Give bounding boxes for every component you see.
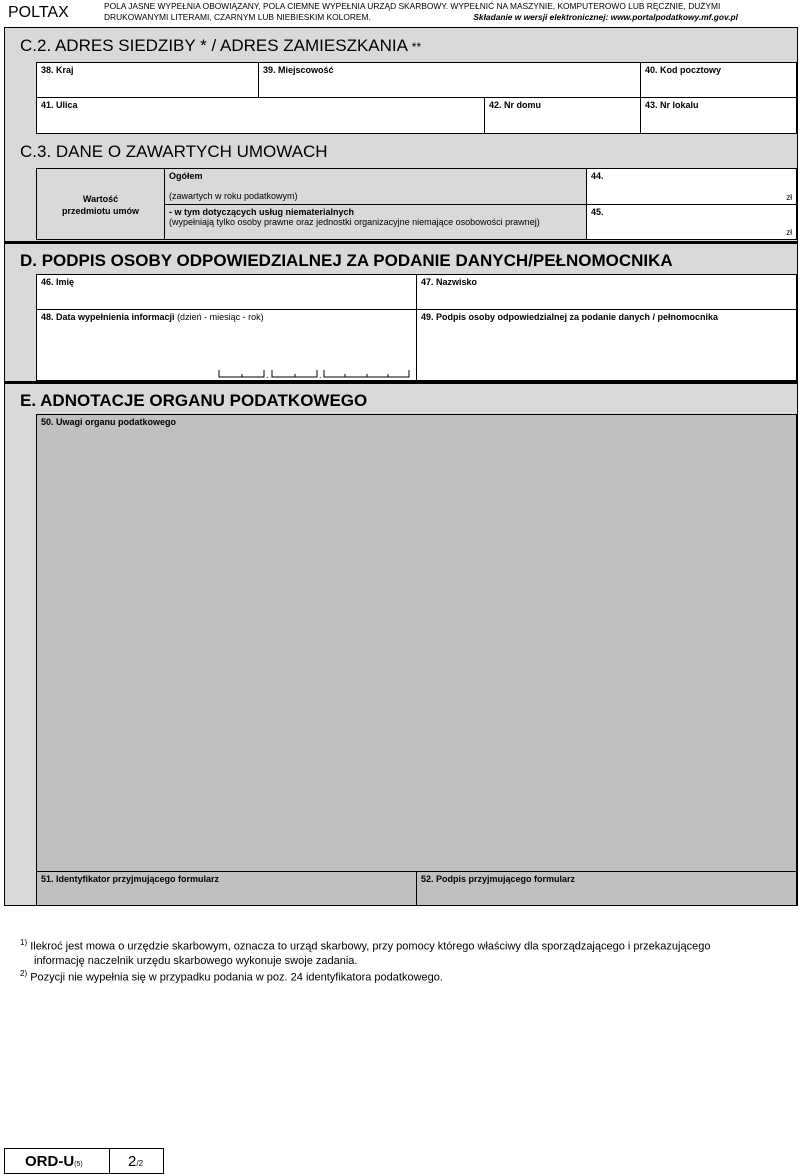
section-e-title: E. ADNOTACJE ORGANU PODATKOWEGO xyxy=(20,391,368,410)
field-39-city[interactable]: 39. Miejscowość xyxy=(258,62,641,98)
field-43-apartment-number[interactable]: 43. Nr lokalu xyxy=(640,97,797,134)
total-sublabel: (zawartych w roku podatkowym) xyxy=(169,191,298,201)
field-52-receiver-signature: 52. Podpis przyjmującego formularz xyxy=(416,871,797,906)
field-44-total-value[interactable]: 44. zł xyxy=(586,168,797,205)
field-42-house-number[interactable]: 42. Nr domu xyxy=(484,97,641,134)
field-40-postal-code[interactable]: 40. Kod pocztowy xyxy=(640,62,797,98)
field-46-first-name[interactable]: 46. Imię xyxy=(36,274,417,310)
field-38-country[interactable]: 38. Kraj xyxy=(36,62,259,98)
contract-value-label-cell xyxy=(36,168,165,240)
total-label: Ogółem xyxy=(169,171,203,181)
section-divider xyxy=(4,241,798,244)
section-divider xyxy=(4,381,798,384)
svg-text:.: . xyxy=(266,370,269,380)
field-48-fill-date[interactable]: 48. Data wypełnienia informacji (dzień - miesiąc - rok) . . xyxy=(36,309,417,381)
total-label-cell xyxy=(164,168,587,205)
section-d-title: D. PODPIS OSOBY ODPOWIEDZIALNEJ ZA PODANIE DANYCH/PEŁNOMOCNIKA xyxy=(20,251,673,270)
form-code-box xyxy=(4,1148,110,1174)
date-comb xyxy=(217,368,413,380)
intangible-label: - w tym dotyczących usług niematerialnych xyxy=(169,207,355,217)
brand-logo: POLTAX xyxy=(8,4,69,21)
section-c3-title: C.3. DANE O ZAWARTYCH UMOWACH xyxy=(20,142,328,161)
page-total: /2 xyxy=(136,1159,144,1168)
svg-text:.: . xyxy=(319,370,322,380)
electronic-submission-note: Składanie w wersji elektronicznej: www.portalpodatkowy.mf.gov.pl xyxy=(473,12,738,22)
fill-notice-line2: DRUKOWANYMI LITERAMI, CZARNYM LUB NIEBIESKIM KOLOREM. xyxy=(104,12,371,22)
intangible-sublabel: (wypełniają tylko osoby prawne oraz jednostki organizacyjne niemające osobowości prawnej) xyxy=(169,217,540,227)
contract-value-label-line1: Wartość xyxy=(82,194,119,204)
page-number: 2 xyxy=(128,1153,137,1170)
page-number-box xyxy=(109,1148,164,1174)
fill-notice-line1: POLA JASNE WYPEŁNIA OBOWIĄZANY, POLA CIEMNE WYPEŁNIA URZĄD SKARBOWY. WYPEŁNIĆ NA MASZYNIE, KOMPUTEROWO LUB RĘCZNIE, DUŻYMI xyxy=(104,1,721,11)
currency-label: zł xyxy=(786,228,792,237)
field-49-signature[interactable]: 49. Podpis osoby odpowiedzialnej za podanie danych / pełnomocnika xyxy=(416,309,797,381)
form-code: ORD-U xyxy=(25,1153,75,1170)
form-version: (5) xyxy=(74,1161,83,1168)
field-41-street[interactable]: 41. Ulica xyxy=(36,97,485,134)
field-47-last-name[interactable]: 47. Nazwisko xyxy=(416,274,797,310)
currency-label: zł xyxy=(786,193,792,202)
field-51-receiver-id: 51. Identyfikator przyjmującego formularz xyxy=(36,871,417,906)
footnote-2: $^{2)}$ Pozycji nie wypełnia się w przypadku podania w poz. 24 identyfikatora podatkowego. xyxy=(20,969,443,984)
contract-value-label-line2: przedmiotu umów xyxy=(62,206,139,216)
field-50-tax-office-notes: 50. Uwagi organu podatkowego xyxy=(36,414,797,872)
header xyxy=(0,0,800,26)
section-c2-title: C.2. ADRES SIEDZIBY * / ADRES ZAMIESZKANIA ** xyxy=(20,36,422,55)
intangible-label-cell xyxy=(164,204,587,240)
field-45-intangible-value[interactable]: 45. zł xyxy=(586,204,797,240)
footnote-1: $^{1)}$ Ilekroć jest mowa o urzędzie skarbowym, oznacza to urząd skarbowy, przy pomocy którego właściwy dla sporządzającego i przekazującego informację naczelnik urzędu skarbowego wykonuje swoje zadania. xyxy=(20,938,711,967)
